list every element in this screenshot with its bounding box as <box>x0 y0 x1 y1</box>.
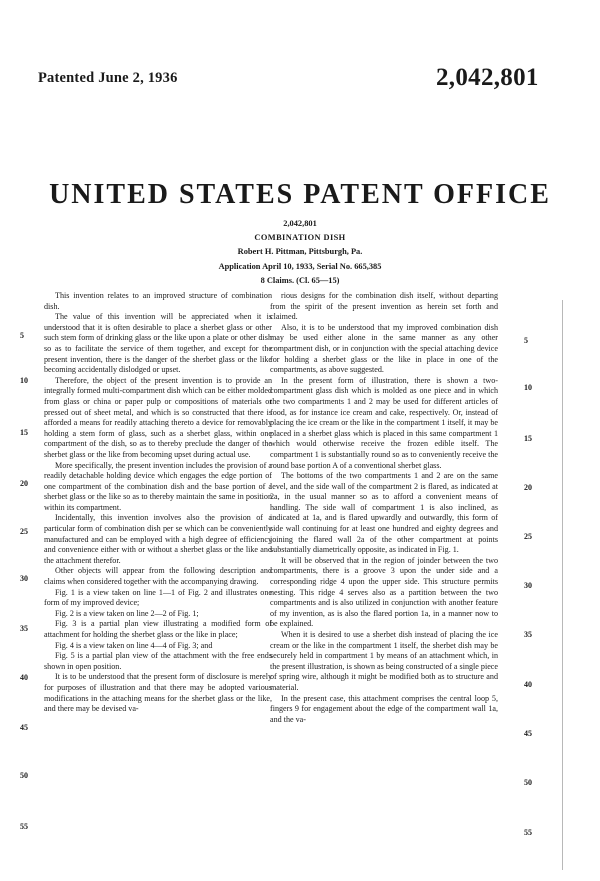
line-number-right: 55 <box>524 828 532 837</box>
patent-date: Patented June 2, 1936 <box>38 70 178 86</box>
paragraph: Other objects will appear from the following description and claims when considered together with the accompanying drawing. <box>44 566 272 587</box>
line-number-left: 30 <box>20 574 28 583</box>
line-number-left: 40 <box>20 673 28 682</box>
line-number-left: 15 <box>20 428 28 437</box>
line-number-left: 10 <box>20 376 28 385</box>
paragraph: Fig. 5 is a partial plan view of the attachment with the free ends shown in open position. <box>44 651 272 671</box>
paragraph: Also, it is to be understood that my improved combination dish may be used either alone in the same manner as any other compartment dish, or in conjunction with the special attaching device for holding a sherbet glass or the like in place in one of the compartments, as above suggested. <box>270 322 498 375</box>
line-number-left: 45 <box>20 723 28 732</box>
paragraph: Incidentally, this invention involves also the provision of a particular form of combination dish per se which can be conveniently manufactured and can be employed with a high degree of efficiency and convenience either with or without a sherbet glass or the like and the attachment therefor. <box>44 513 272 565</box>
invention-title: COMBINATION DISH <box>254 233 346 242</box>
line-number-left: 55 <box>20 822 28 831</box>
paragraph: Fig. 3 is a partial plan view illustrating a modified form of attachment for holding the sherbet glass or the like in place; <box>44 619 272 639</box>
line-number-right: 40 <box>524 680 532 689</box>
scan-edge-line <box>562 300 563 870</box>
paragraph: This invention relates to an improved structure of combination dish. <box>44 291 272 311</box>
paragraph: rious designs for the combination dish itself, without departing from the spirit of the present invention as herein set forth and claimed. <box>270 291 498 322</box>
paragraph: When it is desired to use a sherbet dish instead of placing the ice cream or the like in the compartment 1 itself, the sherbet dish may be securely held in compartment 1 by means of an attachment which, in the present illustration, is shown as being constructed of a single piece of spring wire, although it might be modified both as to structure and material. <box>270 630 498 692</box>
line-number-right: 50 <box>524 778 532 787</box>
paragraph: It is to be understood that the present form of disclosure is merely for purposes of illustration and that there may be adopted various modifications in the attaching means for the sherbet glass or the like, and there may be devised va- <box>44 672 272 714</box>
paragraph: More specifically, the present invention includes the provision of a readily detachable holding device which engages the edge portion of one compartment of the combination dish and the base portion of a sherbet glass or the like so as to thereby maintain the same in position within its compartment. <box>44 460 272 512</box>
line-number-left: 35 <box>20 624 28 633</box>
paragraph: In the present form of illustration, there is shown a two-compartment glass dish which is molded as one piece and in which the two compartments 1 and 2 may be used for different articles of food, as for instance ice cream and cake, respectively. Or, instead of placing the ice cream or the like in the compartment 1 itself, it may be placed in a sherbet glass which is placed in this same compartment 1 which would otherwise receive the frozen edible itself. The compartment 1 is substantially round so as to conveniently receive the round base portion A of a conventional sherbet glass. <box>270 375 498 470</box>
paragraph: Fig. 4 is a view taken on line 4—4 of Fig. 3; and <box>55 640 213 650</box>
line-number-left: 20 <box>20 479 28 488</box>
line-number-right: 15 <box>524 434 532 443</box>
paragraph: It will be observed that in the region of joinder between the two compartments, there is a groove 3 upon the under side and a corresponding ridge 4 upon the upper side. This structure permits nesting. This ridge 4 serves also as a partition between the two compartments and is also utilized in conjunction with another feature of my invention, as is also the flared portion 1a, in a manner now to be explained. <box>270 555 498 629</box>
line-number-right: 10 <box>524 383 532 392</box>
line-number-right: 30 <box>524 581 532 590</box>
patent-number: 2,042,801 <box>436 64 539 91</box>
inventor-line: Robert H. Pittman, Pittsburgh, Pa. <box>237 247 363 256</box>
line-number-right: 45 <box>524 729 532 738</box>
application-line: Application April 10, 1933, Serial No. 665,385 <box>218 262 382 271</box>
line-number-left: 25 <box>20 527 28 536</box>
line-number-right: 20 <box>524 483 532 492</box>
line-number-right: 5 <box>524 336 528 345</box>
line-number-right: 35 <box>524 630 532 639</box>
line-number-right: 25 <box>524 532 532 541</box>
paragraph: The value of this invention will be appreciated when it is understood that it is often desirable to place a sherbet glass or other such stem form of drinking glass or the like upon a plate or other dish so as to facilitate the service of them together, and except for the present invention, there is the danger of the sherbet glass or the like becoming accidentally dislodged or upset. <box>44 312 272 375</box>
claims-line: 8 Claims. (Cl. 65—15) <box>260 276 340 285</box>
paragraph: The bottoms of the two compartments 1 and 2 are on the same level, and the side wall of the compartment 2 is flared, as indicated at 2a, in the usual manner so as to afford a convenient means of handling. The side wall of compartment 1 is also inclined, as indicated at 1a, and is flared upwardly and outwardly, this form of side wall continuing for at least one hundred and eighty degrees and joining the flared wall 2a of the other compartment at points substantially diametrically opposite, as indicated in Fig. 1. <box>270 471 498 555</box>
line-number-left: 50 <box>20 771 28 780</box>
line-number-left: 5 <box>20 331 24 340</box>
patent-number-small: 2,042,801 <box>283 219 317 228</box>
office-title: UNITED STATES PATENT OFFICE <box>49 179 551 210</box>
right-column <box>270 291 498 725</box>
paragraph: Therefore, the object of the present invention is to provide an integrally formed multi-compartment dish which can be either molded from glass or china or paper pulp or compositions of materials or pressed out of sheet metal, and which is so constructed that there is afforded a means for readily attaching thereto a device for removably holding a stem form of glass, such as a sherbet glass, within one compartment of the dish, so as to thereby preclude the danger of the sherbet glass or the like from becoming upset during actual use. <box>44 375 272 459</box>
paragraph: Fig. 2 is a view taken on line 2—2 of Fig. 1; <box>55 608 199 618</box>
left-column <box>44 291 272 715</box>
paragraph: In the present case, this attachment comprises the central loop 5, fingers 9 for engagement about the edge of the compartment wall 1a, and the va- <box>270 693 498 724</box>
paragraph: Fig. 1 is a view taken on line 1—1 of Fig. 2 and illustrates one form of my improved device; <box>44 587 272 608</box>
